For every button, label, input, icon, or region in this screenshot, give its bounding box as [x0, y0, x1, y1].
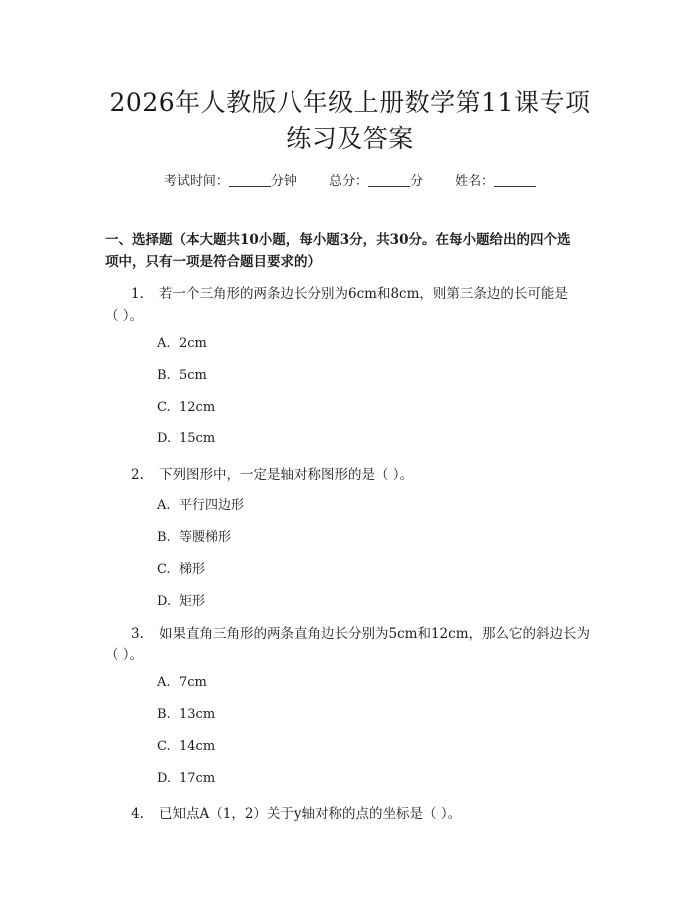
- question-number: 1.: [131, 286, 144, 302]
- question-number: 4.: [131, 806, 144, 822]
- question-2-option-b: [157, 526, 231, 545]
- question-2: [131, 463, 641, 483]
- question-2-option-a: [157, 494, 244, 513]
- option-text: 矩形: [179, 594, 206, 609]
- section-heading-line2: 项中，只有一项是符合题目要求的）: [105, 254, 321, 270]
- score-label: 总分：: [328, 174, 368, 189]
- exam-time: [164, 174, 301, 189]
- document-title-line1: 2026年人教版八年级上册数学第11课专项: [109, 88, 591, 117]
- option-letter: D.: [157, 594, 172, 609]
- question-4: [131, 802, 641, 822]
- question-3-option-d: [157, 771, 215, 786]
- question-3-continuation: （ ）。: [105, 647, 144, 663]
- question-1-option-a: [157, 336, 207, 351]
- score-blank[interactable]: [368, 174, 410, 187]
- question-3: [131, 622, 641, 642]
- option-text: 等腰梯形: [179, 530, 232, 545]
- question-3-option-a: [157, 675, 207, 690]
- option-text: 15cm: [179, 431, 216, 446]
- option-text: 12cm: [179, 400, 216, 415]
- question-text: 已知点A（1，2）关于y轴对称的点的坐标是（ ）。: [159, 806, 462, 822]
- exam-meta: [0, 170, 700, 189]
- option-letter: A.: [157, 498, 171, 513]
- section-heading-line1: 一、选择题（本大题共10小题，每小题3分，共30分。在每小题给出的四个选: [105, 232, 571, 248]
- question-1-option-b: [157, 368, 207, 383]
- score-unit: 分: [410, 174, 424, 189]
- question-1: [131, 282, 641, 302]
- option-letter: C.: [157, 562, 171, 577]
- question-3-option-c: [157, 739, 215, 754]
- option-letter: B.: [157, 707, 171, 722]
- option-letter: A.: [157, 336, 171, 351]
- option-text: 梯形: [179, 562, 206, 577]
- option-letter: D.: [157, 431, 172, 446]
- question-3-option-b: [157, 707, 215, 722]
- option-letter: D.: [157, 771, 172, 786]
- option-text: 13cm: [179, 707, 216, 722]
- question-number: 3.: [131, 626, 144, 642]
- question-2-option-c: [157, 558, 205, 577]
- time-label: 考试时间：: [163, 174, 229, 189]
- option-text: 7cm: [179, 675, 207, 690]
- question-number: 2.: [131, 467, 144, 483]
- exam-name: [455, 174, 536, 189]
- option-letter: B.: [157, 530, 171, 545]
- question-1-continuation: （ ）。: [105, 308, 144, 324]
- document-title-line2: 练习及答案: [286, 124, 414, 153]
- option-letter: C.: [157, 739, 171, 754]
- option-text: 平行四边形: [179, 498, 245, 513]
- question-text: 若一个三角形的两条边长分别为6cm和8cm，则第三条边的长可能是: [159, 286, 568, 302]
- time-unit: 分钟: [270, 174, 297, 189]
- option-text: 2cm: [179, 336, 207, 351]
- option-text: 14cm: [179, 739, 216, 754]
- question-text: 如果直角三角形的两条直角边长分别为5cm和12cm，那么它的斜边长为: [159, 626, 590, 642]
- question-text: 下列图形中，一定是轴对称图形的是（ ）。: [159, 467, 414, 483]
- option-letter: B.: [157, 368, 171, 383]
- option-text: 5cm: [179, 368, 207, 383]
- option-letter: A.: [157, 675, 171, 690]
- question-2-option-d: [157, 590, 205, 609]
- question-1-option-d: [157, 431, 215, 446]
- question-1-option-c: [157, 400, 215, 415]
- option-text: 17cm: [179, 771, 216, 786]
- name-blank[interactable]: [494, 174, 536, 187]
- name-label: 姓名：: [455, 174, 495, 189]
- exam-score: [329, 174, 427, 189]
- option-letter: C.: [157, 400, 171, 415]
- time-blank[interactable]: [229, 174, 271, 187]
